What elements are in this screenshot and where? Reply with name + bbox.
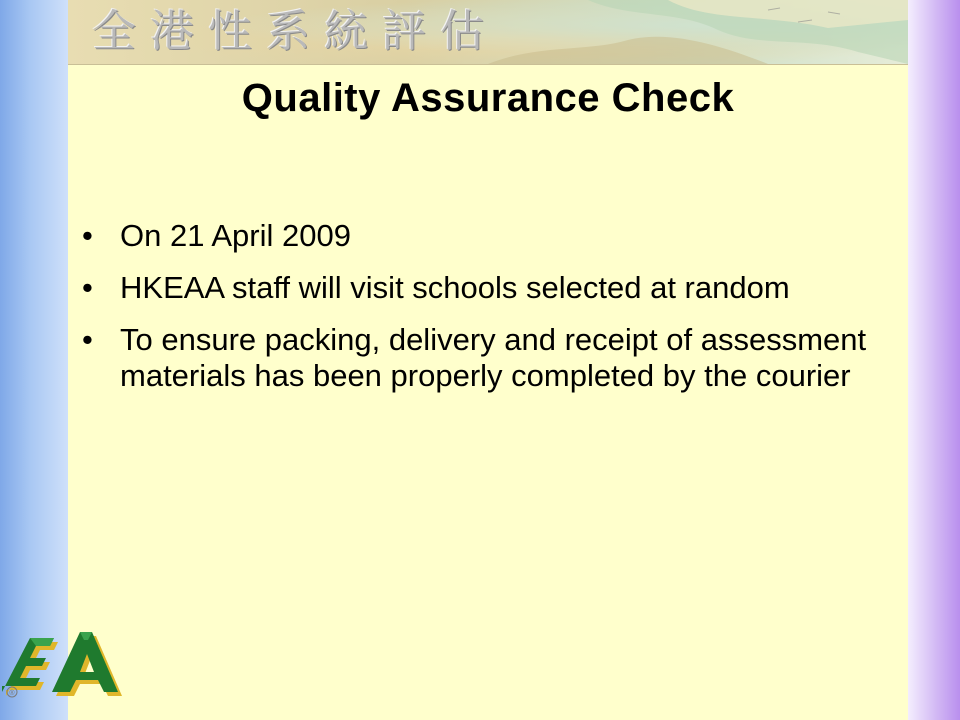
right-gradient-bar <box>908 0 960 720</box>
header-banner <box>68 0 908 65</box>
banner-title: 全港性系統評估 <box>92 6 498 57</box>
bullet-item <box>82 270 872 306</box>
bullet-text: HKEAA staff will visit schools selected at random <box>120 270 790 305</box>
bullet-text: On 21 April 2009 <box>120 218 351 253</box>
bullet-text: To ensure packing, delivery and receipt of assessment materials has been properly completed by the courier <box>120 322 867 393</box>
left-gradient-bar <box>0 0 68 720</box>
bullet-item <box>82 218 872 254</box>
ea-logo <box>0 622 124 700</box>
bullet-item <box>82 322 872 394</box>
bullet-dot: • <box>82 270 93 305</box>
registered-mark: ® <box>9 690 15 697</box>
slide-content <box>68 0 908 720</box>
slide-title: Quality Assurance Check <box>241 76 735 120</box>
bullet-dot: • <box>82 322 93 357</box>
bullet-dot: • <box>82 218 93 253</box>
bullet-list <box>82 218 872 410</box>
